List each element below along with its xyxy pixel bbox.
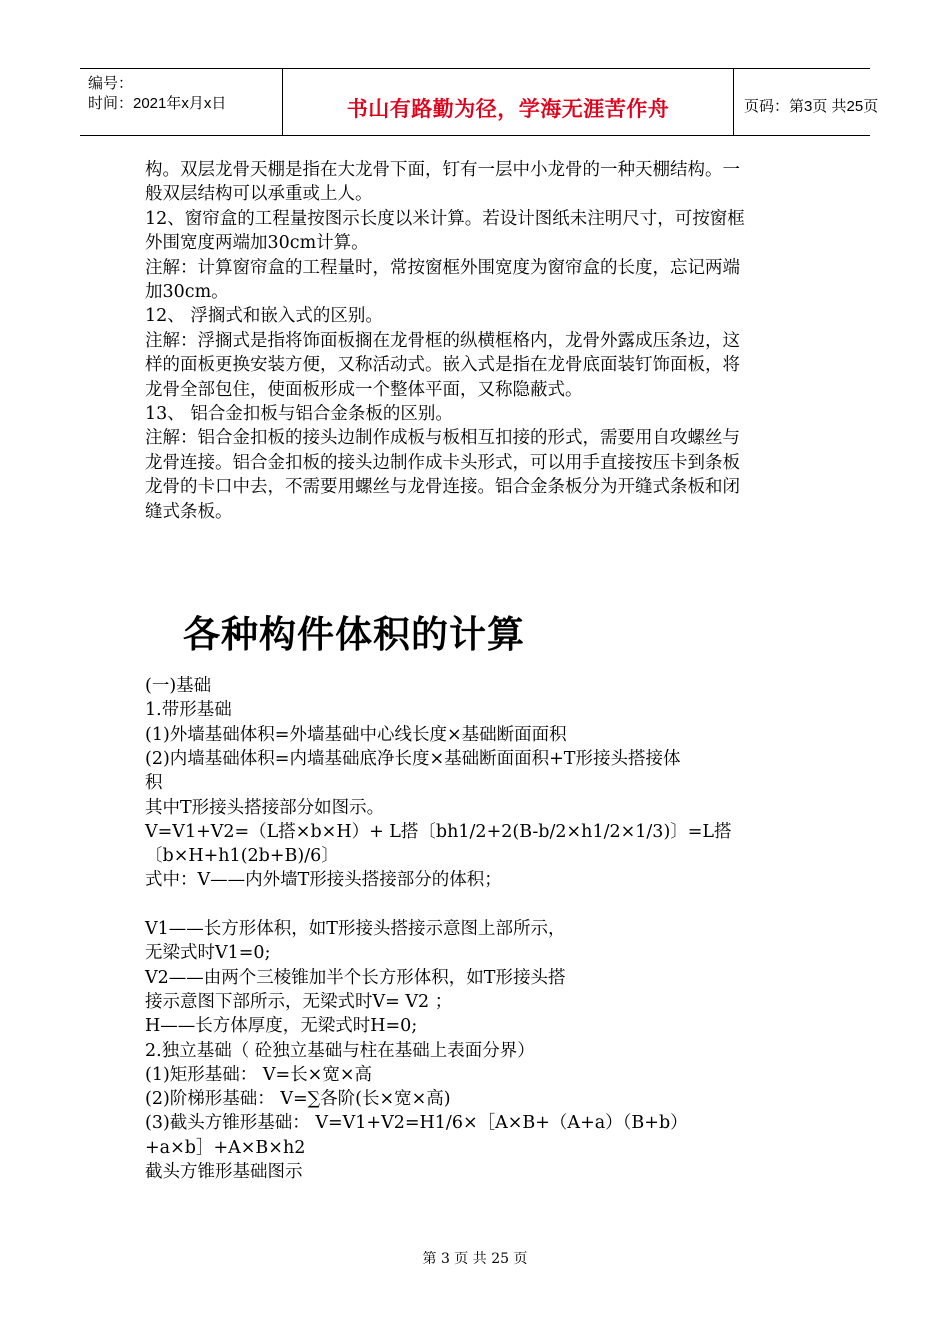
header-page-info: 页码：第3页 共25页 (744, 98, 879, 115)
document-number-label: 编号： (88, 75, 134, 92)
text-line: H——长方体厚度，无梁式时H=0; (145, 1016, 418, 1037)
text-line: 加30cm。 (145, 282, 229, 302)
text-line: +a×b］+A×B×h2 (145, 1137, 306, 1158)
text-line: 外围宽度两端加30cm计算。 (145, 233, 369, 254)
text-line: 注解：铝合金扣板的接头边制作成板与板相互扣接的形式，需要用自攻螺丝与 (145, 428, 740, 449)
text-line: (一)基础 (145, 676, 212, 696)
text-line: 构。双层龙骨天棚是指在大龙骨下面，钉有一层中小龙骨的一种天棚结构。一 (145, 160, 740, 180)
page-footer: 第 3 页 共 25 页 (422, 1251, 528, 1267)
text-line: 般双层结构可以承重或上人。 (145, 184, 373, 205)
text-line: V1——长方形体积，如T形接头搭接示意图上部所示， (145, 919, 566, 939)
text-line: 13、 铝合金扣板与铝合金条板的区别。 (145, 404, 453, 424)
text-line: V2——由两个三棱锥加半个长方形体积，如T形接头搭 (145, 967, 566, 988)
header-motto: 书山有路勤为径，学海无涯苦作舟 (346, 98, 670, 121)
text-line: 无梁式时V1=0; (145, 943, 271, 964)
header-meta-cell (80, 69, 282, 135)
text-line: 式中：V——内外墙T形接头搭接部分的体积； (145, 870, 502, 891)
text-line: 龙骨连接。铝合金扣板的接头边制作成卡头形式，可以用手直接按压卡到条板 (145, 452, 740, 473)
text-line: 样的面板更换安装方便，又称活动式。嵌入式是指在龙骨底面装钉饰面板，将 (145, 355, 740, 376)
text-line: 龙骨的卡口中去，不需要用螺丝与龙骨连接。铝合金条板分为开缝式条板和闭 (145, 477, 740, 498)
text-line: 注解：计算窗帘盒的工程量时，常按窗框外围宽度为窗帘盒的长度，忘记两端 (145, 257, 740, 278)
header-page-cell (734, 69, 879, 135)
text-line: 截头方锥形基础图示 (145, 1162, 303, 1182)
text-line: 龙骨全部包住，使面板形成一个整体平面，又称隐蔽式。 (145, 379, 583, 400)
text-line: 2.独立基础（ 砼独立基础与柱在基础上表面分界） (145, 1040, 535, 1061)
text-line: (1)矩形基础： V=长×宽×高 (145, 1064, 372, 1085)
text-line: (2)阶梯形基础： V=∑各阶(长×宽×高) (145, 1089, 451, 1110)
section-title: 各种构件体积的计算 (183, 614, 525, 655)
text-line: V=V1+V2=（L搭×b×H）+ L搭〔bh1/2+2(B-b/2×h1/2×1/3)〕=L搭 (145, 821, 732, 842)
text-line: 缝式条板。 (145, 501, 233, 522)
text-line: 注解：浮搁式是指将饰面板搁在龙骨框的纵横框格内，龙骨外露成压条边，这 (145, 330, 740, 351)
text-line: 接示意图下部所示，无梁式时V= V2 ； (145, 991, 453, 1012)
text-line: 1.带形基础 (145, 700, 232, 721)
text-line: 其中T形接头搭接部分如图示。 (145, 797, 385, 818)
text-line: (3)截头方锥形基础： V=V1+V2=H1/6×［A×B+（A+a）（B+b） (145, 1113, 688, 1134)
text-line: 积 (145, 773, 163, 794)
text-line: 12、窗帘盒的工程量按图示长度以米计算。若设计图纸未注明尺寸，可按窗框 (145, 208, 745, 229)
document-time-label: 时间：2021年x月x日 (88, 95, 227, 112)
page-header-table (80, 68, 879, 136)
header-motto-cell (282, 69, 734, 135)
text-line: 〔b×H+h1(2b+B)/6〕 (145, 846, 339, 867)
text-line: (1)外墙基础体积=外墙基础中心线长度×基础断面面积 (145, 724, 567, 745)
text-line: (2)内墙基础体积=内墙基础底净长度×基础断面面积+T形接头搭接体 (145, 748, 681, 769)
text-line: 12、 浮搁式和嵌入式的区别。 (145, 306, 383, 327)
